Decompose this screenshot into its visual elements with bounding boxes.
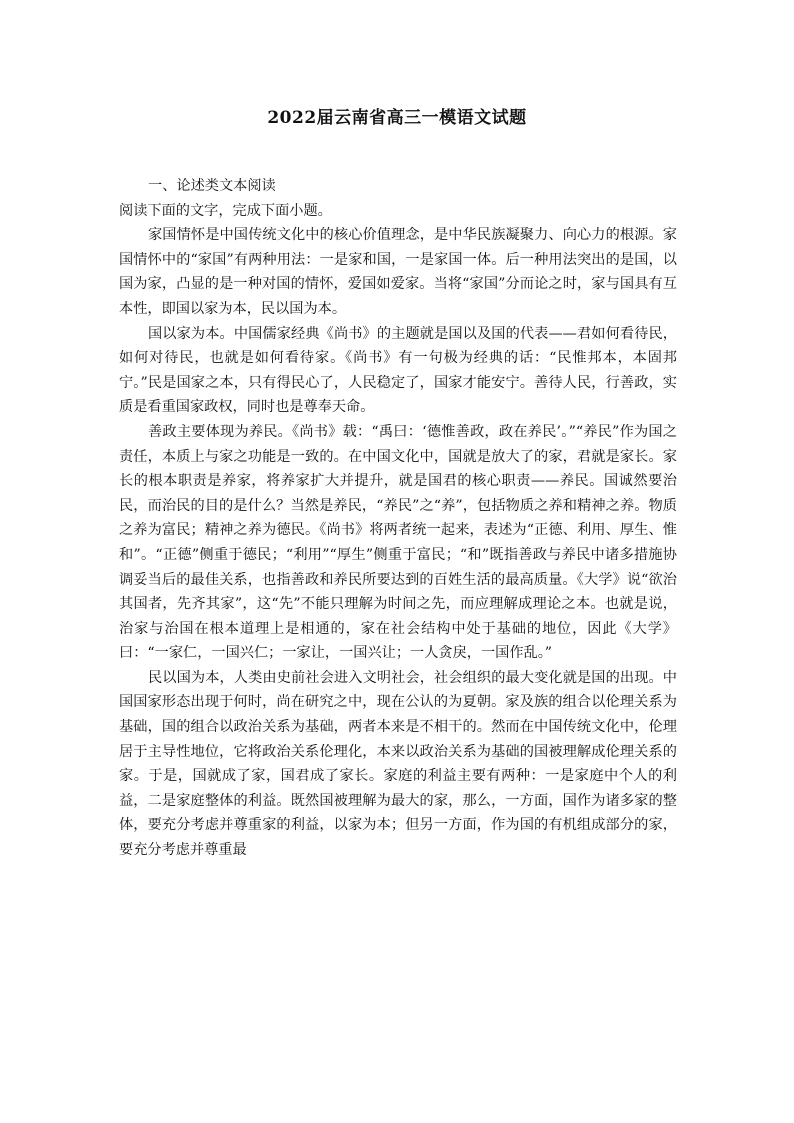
document-title: 2022届云南省高三一模语文试题 bbox=[267, 108, 527, 128]
section-heading: 一、论述类文本阅读 bbox=[148, 178, 276, 194]
paragraph-2: 国以家为本。中国儒家经典《尚书》的主题就是国以及国的代表——君如何看待民，如何对待民，也就是如何看待家。《尚书》有一句极为经典的话：“民惟邦本，本固邦宁。”民是国家之本，只有得民心了，人民稳定了，国家才能安宁。善待人民，行善政，实质是看重国家政权，同时也是尊奉天命。 bbox=[119, 325, 677, 416]
paragraph-3: 善政主要体现为养民。《尚书》载：“禹曰：‘德惟善政，政在养民’。”“养民”作为国之责任，本质上与家之功能是一致的。在中国文化中，国就是放大了的家，君就是家长。家长的根本职责是养家，将养家扩大并提升，就是国君的核心职责——养民。国诚然要治民，而治民的目的是什么？当然是养民，“养民”之“养”，包括物质之养和精神之养。物质之养为富民；精神之养为德民。《尚书》将两者统一起来，表述为“正德、利用、厚生、惟和”。“正德”侧重于德民；“利用”“厚生”侧重于富民；“和”既指善政与养民中诸多措施协调妥当后的最佳关系，也指善政和养民所要达到的百姓生活的最高质量。《大学》说“欲治其国者，先齐其家”，这“先”不能只理解为时间之先，而应理解成理论之本。也就是说，治家与治国在根本道理上是相通的，家在社会结构中处于基础的地位，因此《大学》曰：“一家仁，一国兴仁；一家让，一国兴让；一人贪戾，一国作乱。” bbox=[119, 423, 677, 662]
reading-instruction: 阅读下面的文字，完成下面小题。 bbox=[119, 202, 332, 219]
paragraph-1: 家国情怀是中国传统文化中的核心价值理念，是中华民族凝聚力、向心力的根源。家国情怀中的“家国”有两种用法：一是家和国，一是家国一体。后一种用法突出的是国，以国为家，凸显的是一种对国的情怀，爱国如爱家。当将“家国”分而论之时，家与国具有互本性，即国以家为本，民以国为本。 bbox=[119, 227, 677, 317]
document-body bbox=[119, 174, 677, 863]
paragraph-4: 民以国为本，人类由史前社会进入文明社会，社会组织的最大变化就是国的出现。中国国家形态出现于何时，尚在研究之中，现在公认的为夏朝。家及族的组合以伦理关系为基础，国的组合以政治关系为基础，两者本来是不相干的。然而在中国传统文化中，伦理居于主导性地位，它将政治关系伦理化，本来以政治关系为基础的国被理解成伦理关系的家。于是，国就成了家，国君成了家长。家庭的利益主要有两种：一是家庭中个人的利益，二是家庭整体的利益。既然国被理解为最大的家，那么，一方面，国作为诸多家的整体，要充分考虑并尊重家的利益，以家为本；但另一方面，作为国的有机组成部分的家，要充分考虑并尊重最 bbox=[119, 669, 677, 859]
